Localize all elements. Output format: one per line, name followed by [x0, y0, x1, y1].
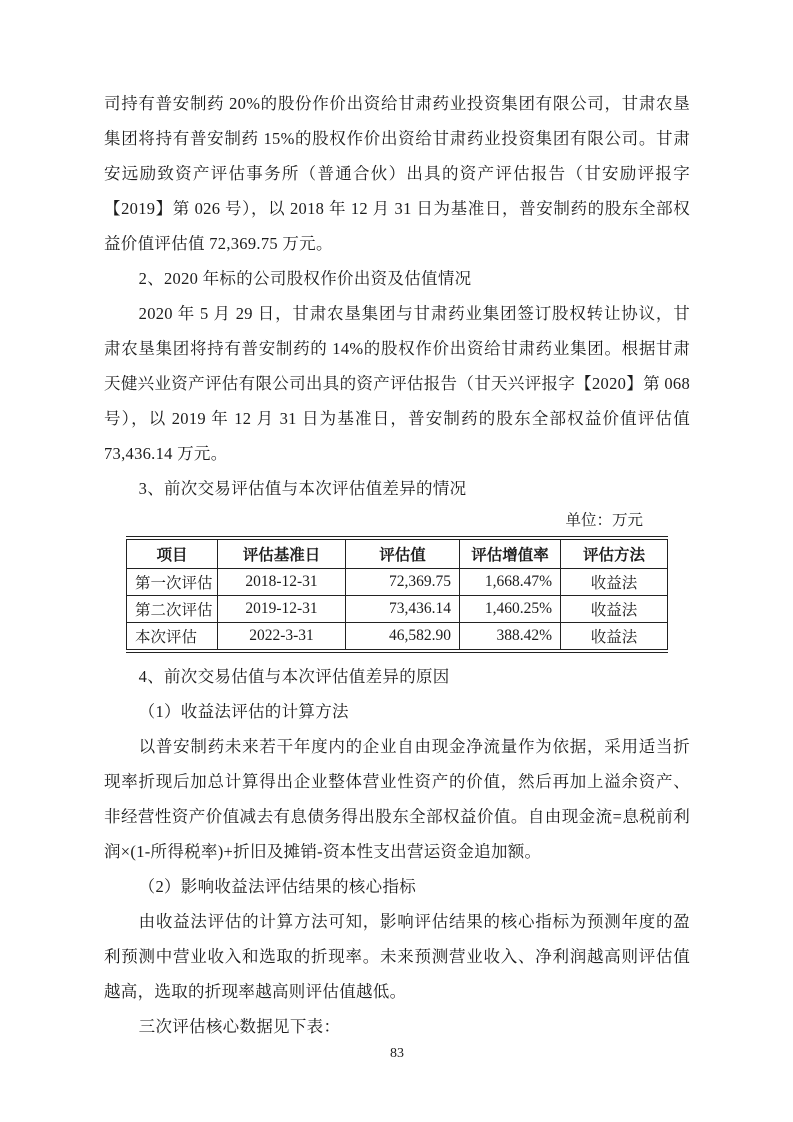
page-number: 83 [390, 1046, 404, 1061]
cell-base-date: 2022-3-31 [218, 623, 346, 652]
cell-method: 收益法 [561, 569, 668, 596]
cell-item: 本次评估 [127, 623, 218, 652]
table-row [127, 569, 668, 596]
cell-item: 第二次评估 [127, 596, 218, 623]
paragraph-2020-valuation: 2020 年 5 月 29 日，甘肃农垦集团与甘肃药业集团签订股权转让协议，甘肃农垦集团将持有普安制药的 14%的股权作价出资给甘肃药业集团。根据甘肃天健兴业资产评估有限公司出具的资产评估报告（甘天兴评报字【2020】第 068 号），以 2019 年 12 月 31 日为基准日，普安制药的股东全部权益价值评估值 73,436.14 万元。 [104, 304, 690, 463]
cell-increase-rate: 1,460.25% [460, 596, 561, 623]
section-heading-3: 3、前次交易评估值与本次评估值差异的情况 [138, 479, 467, 498]
cell-increase-rate: 388.42% [460, 623, 561, 652]
table-header-item: 项目 [127, 538, 218, 569]
subsection-heading-4-2: （2）影响收益法评估结果的核心指标 [138, 877, 416, 896]
paragraph-2019-valuation: 司持有普安制药 20%的股份作价出资给甘肃药业投资集团有限公司，甘肃农垦集团将持有普安制药 15%的股权作价出资给甘肃药业投资集团有限公司。甘肃安远励致资产评估事务所（普通合伙）出具的资产评估报告（甘安励评报字【2019】第 026 号），以 2018 年 12 月 31 日为基准日，普安制药的股东全部权益价值评估值 72,369.75 万元。 [104, 94, 690, 253]
table-header-value: 评估值 [346, 538, 460, 569]
table-header-increase-rate: 评估增值率 [460, 538, 561, 569]
table-unit-label: 单位：万元 [565, 512, 643, 529]
table-row [127, 623, 668, 652]
table-row [127, 596, 668, 623]
cell-value: 73,436.14 [346, 596, 460, 623]
table-header-method: 评估方法 [561, 538, 668, 569]
cell-base-date: 2019-12-31 [218, 596, 346, 623]
cell-method: 收益法 [561, 623, 668, 652]
cell-method: 收益法 [561, 596, 668, 623]
paragraph-income-method: 以普安制药未来若干年度内的企业自由现金净流量作为依据，采用适当折现率折现后加总计算得出企业整体营业性资产的价值，然后再加上溢余资产、非经营性资产价值减去有息债务得出股东全部权益价值。自由现金流=息税前利润×(1-所得税率)+折旧及摊销-资本性支出营运资金追加额。 [104, 737, 690, 861]
cell-value: 72,369.75 [346, 569, 460, 596]
cell-item: 第一次评估 [127, 569, 218, 596]
subsection-heading-4-1: （1）收益法评估的计算方法 [138, 702, 349, 721]
paragraph-core-indicators: 由收益法评估的计算方法可知，影响评估结果的核心指标为预测年度的盈利预测中营业收入和选取的折现率。未来预测营业收入、净利润越高则评估值越高，选取的折现率越高则评估值越低。 [104, 912, 690, 1001]
section-heading-4: 4、前次交易估值与本次评估值差异的原因 [138, 667, 450, 686]
cell-increase-rate: 1,668.47% [460, 569, 561, 596]
section-heading-2: 2、2020 年标的公司股权作价出资及估值情况 [138, 269, 472, 288]
cell-value: 46,582.90 [346, 623, 460, 652]
cell-base-date: 2018-12-31 [218, 569, 346, 596]
table-header-base-date: 评估基准日 [218, 538, 346, 569]
table-header-row [127, 538, 668, 569]
paragraph-see-table-below: 三次评估核心数据见下表： [138, 1017, 341, 1036]
assessment-comparison-table [126, 536, 668, 653]
